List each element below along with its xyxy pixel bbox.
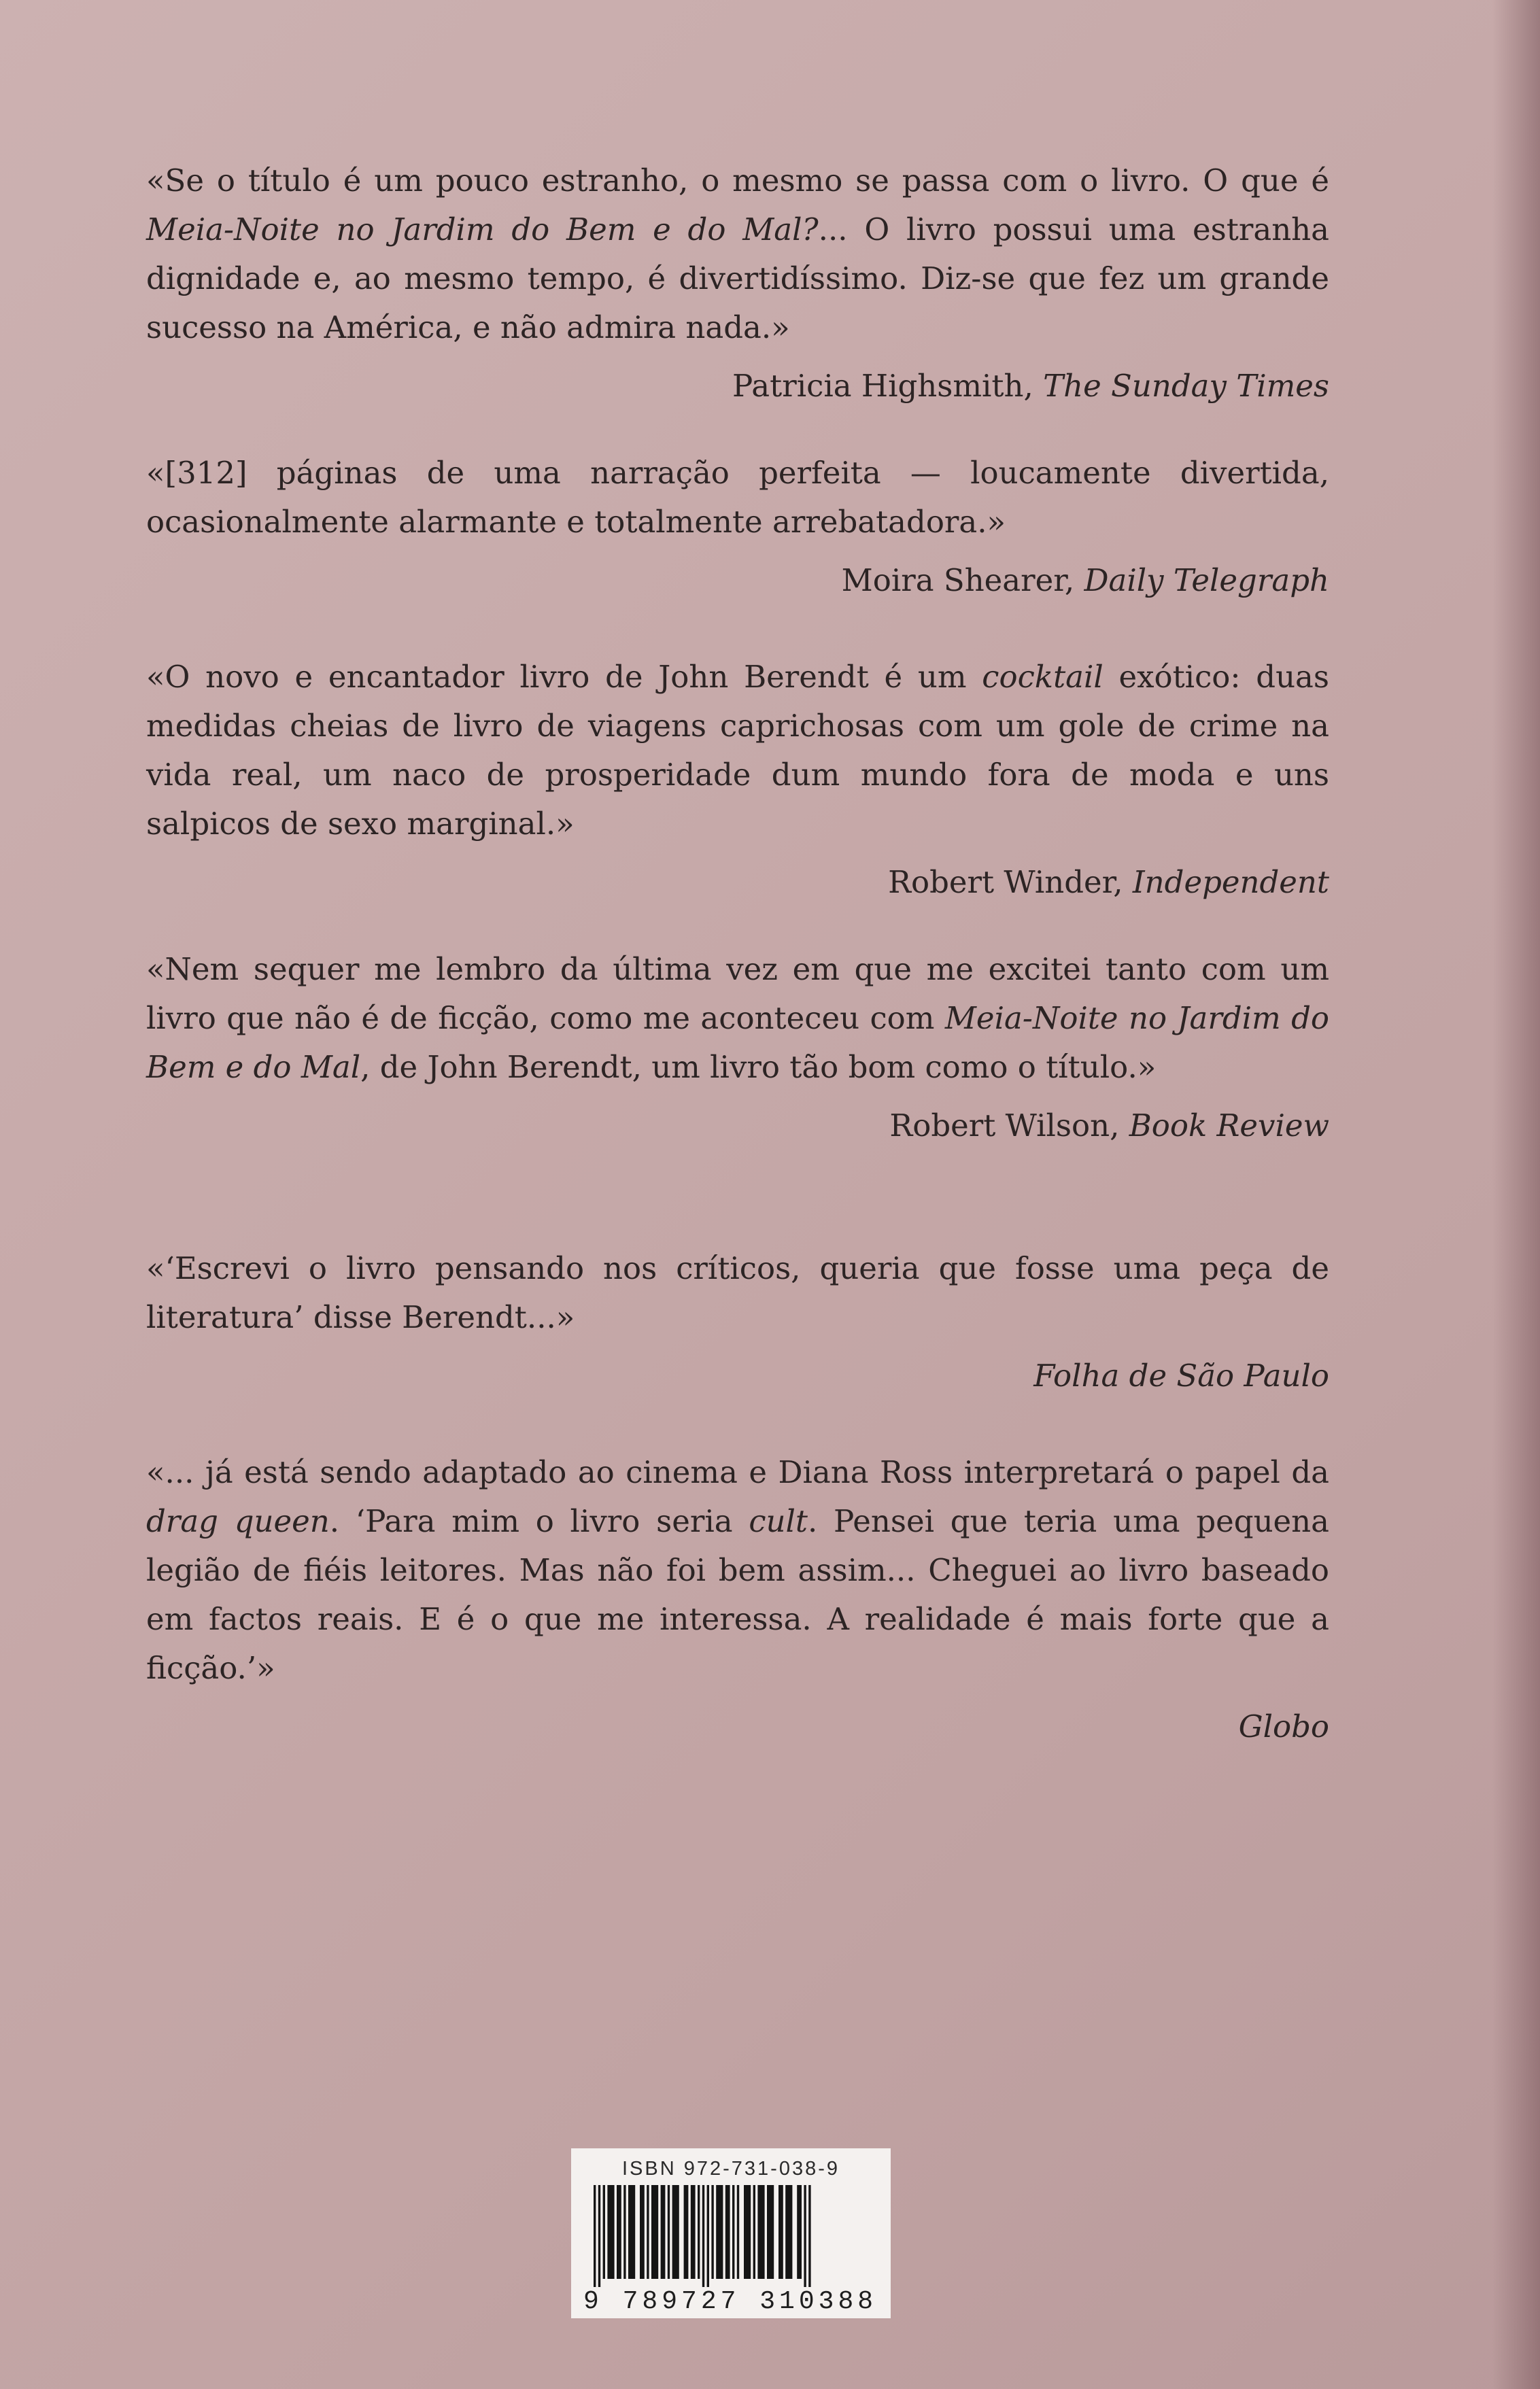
barcode-bar bbox=[661, 2185, 666, 2279]
quote-text: «... já está sendo adaptado ao cinema e Diana Ross interpretará o papel da drag queen. ‘Para mim o livro seria cult. Pensei que teria uma pequena legião de fiéis leitores. Mas não foi bem assim... Cheguei ao livro baseado em factos reais. E é o que me interessa. A realidade é mais forte que a ficção.’» bbox=[146, 1454, 1329, 1686]
quote-source: Globo bbox=[1238, 1708, 1329, 1745]
quote-source: Independent bbox=[1132, 864, 1329, 900]
barcode-bar bbox=[707, 2185, 709, 2287]
quote-source: Folha de São Paulo bbox=[1033, 1358, 1329, 1394]
quote-text: «[312] páginas de uma narração perfeita — loucamente divertida, ocasionalmente alarmante e totalmente arrebatadora.» bbox=[146, 455, 1329, 540]
barcode-bar bbox=[785, 2185, 792, 2279]
review-quote-2 bbox=[146, 449, 1329, 601]
barcode-bar bbox=[684, 2185, 689, 2279]
quote-attribution bbox=[146, 1105, 1329, 1146]
barcode-bar bbox=[691, 2185, 696, 2279]
barcode-bar bbox=[744, 2185, 751, 2279]
cover-edge-shadow bbox=[1492, 0, 1540, 2389]
barcode-bar bbox=[757, 2185, 764, 2279]
barcode-bar bbox=[607, 2185, 614, 2279]
review-quote-4 bbox=[146, 945, 1329, 1146]
barcode-bar bbox=[732, 2185, 734, 2279]
quote-text: «Nem sequer me lembro da última vez em que me excitei tanto com um livro que não é de ficção, como me aconteceu com Meia-Noite no Jardim do Bem e do Mal, de John Berendt, um livro tão bom como o título.» bbox=[146, 951, 1329, 1085]
quote-author: Robert Winder, bbox=[888, 864, 1123, 900]
barcode-bar bbox=[711, 2185, 713, 2279]
barcode-bar bbox=[628, 2185, 635, 2279]
barcode-bar bbox=[672, 2185, 679, 2279]
barcode-bars bbox=[588, 2185, 874, 2287]
barcode-bar bbox=[640, 2185, 645, 2279]
barcode-bar bbox=[725, 2185, 730, 2279]
quote-text: «Se o título é um pouco estranho, o mesmo se passa com o livro. O que é Meia-Noite no Jardim do Bem e do Mal?... O livro possui uma estranha dignidade e, ao mesmo tempo, é divertidíssimo. Diz-se que fez um grande sucesso na América, e não admira nada.» bbox=[146, 162, 1329, 345]
ean-digits: 9 789727 310388 bbox=[583, 2287, 878, 2316]
review-quote-5 bbox=[146, 1244, 1329, 1396]
barcode-bar bbox=[623, 2185, 626, 2279]
quote-source: Book Review bbox=[1129, 1107, 1329, 1144]
review-quote-3 bbox=[146, 653, 1329, 903]
barcode-bar bbox=[716, 2185, 723, 2279]
barcode-bar bbox=[598, 2185, 600, 2287]
barcode-bar bbox=[702, 2185, 704, 2287]
barcode-bar bbox=[753, 2185, 755, 2279]
quote-author: Robert Wilson, bbox=[889, 1107, 1120, 1144]
barcode-bar bbox=[647, 2185, 649, 2279]
barcode-bar bbox=[808, 2185, 810, 2287]
isbn-label: ISBN 972-731-038-9 bbox=[622, 2158, 840, 2180]
quote-attribution bbox=[146, 366, 1329, 407]
quote-attribution bbox=[146, 1356, 1329, 1396]
barcode-bar bbox=[804, 2185, 806, 2287]
isbn-barcode bbox=[571, 2148, 891, 2318]
quote-attribution bbox=[146, 560, 1329, 601]
barcode-bar bbox=[594, 2185, 596, 2287]
barcode-bar bbox=[737, 2185, 739, 2279]
review-quote-1 bbox=[146, 156, 1329, 407]
barcode-bar bbox=[797, 2185, 802, 2279]
quote-author: Moira Shearer, bbox=[841, 562, 1075, 598]
quote-attribution bbox=[146, 862, 1329, 903]
quote-source: The Sunday Times bbox=[1043, 368, 1329, 404]
barcode-bar bbox=[778, 2185, 783, 2279]
barcode-bar bbox=[668, 2185, 670, 2279]
barcode-bar bbox=[651, 2185, 658, 2279]
quote-author: Patricia Highsmith, bbox=[732, 368, 1033, 404]
quote-text: «O novo e encantador livro de John Berendt é um cocktail exótico: duas medidas cheias de livro de viagens caprichosas com um gole de crime na vida real, um naco de prosperidade dum mundo fora de moda e uns salpicos de sexo marginal.» bbox=[146, 659, 1329, 842]
barcode-bar bbox=[767, 2185, 774, 2279]
quote-attribution bbox=[146, 1706, 1329, 1747]
barcode-bar bbox=[603, 2185, 605, 2279]
barcode-bar bbox=[617, 2185, 621, 2279]
quote-text: «‘Escrevi o livro pensando nos críticos, queria que fosse uma peça de literatura’ disse Berendt...» bbox=[146, 1250, 1329, 1335]
barcode-bar bbox=[698, 2185, 700, 2279]
quote-source: Daily Telegraph bbox=[1084, 562, 1329, 598]
review-quote-6 bbox=[146, 1448, 1329, 1747]
